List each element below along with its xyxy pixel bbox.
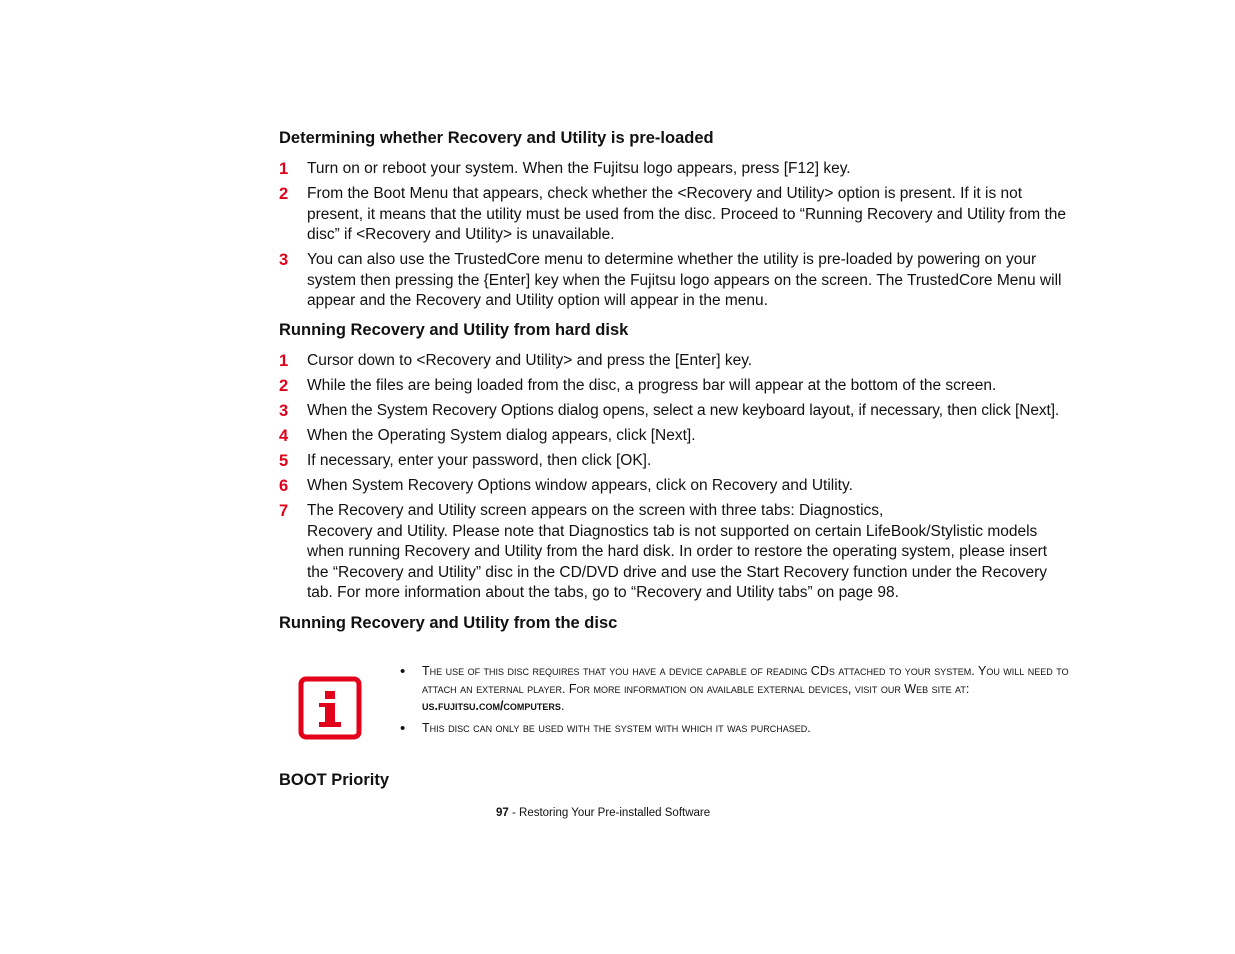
step-text: When System Recovery Options window appears, click on Recovery and Utility.: [307, 477, 853, 494]
section-heading-boot-priority: BOOT Priority: [279, 771, 390, 789]
step-text: When the System Recovery Options dialog opens, select a new keyboard layout, if necessary, then click [Next].: [307, 402, 1060, 419]
page-number: 97: [496, 807, 509, 819]
note-item: [400, 720, 1070, 738]
list-item: [279, 184, 1069, 246]
footer-title: - Restoring Your Pre-installed Software: [508, 807, 711, 819]
step-number: 2: [279, 377, 289, 395]
note-text: This disc can only be used with the system with which it was purchased.: [422, 720, 811, 735]
website-link[interactable]: us.fujitsu.com/computers: [422, 699, 561, 713]
step-text: Cursor down to <Recovery and Utility> and press the [Enter] key.: [307, 352, 753, 369]
step-number: 1: [279, 160, 289, 178]
step-text: From the Boot Menu that appears, check whether the <Recovery and Utility> option is present. If it is not present, it means that the utility must be used from the disc. Proceed to “Running Recovery and Utility from the disc” if <Recovery and Utility> is unavailable.: [307, 185, 1066, 243]
step-text: You can also use the TrustedCore menu to determine whether the utility is pre-loaded by powering on your system then pressing the {Enter] key when the Fujitsu logo appears on the screen. The TrustedCore Menu will appear and the Recovery and Utility option will appear in the menu.: [307, 251, 1062, 309]
list-item: [279, 401, 1079, 422]
step-text: Turn on or reboot your system. When the Fujitsu logo appears, press [F12] key.: [307, 160, 851, 177]
step-text: If necessary, enter your password, then click [OK].: [307, 452, 652, 469]
step-number: 1: [279, 352, 289, 370]
step-number: 5: [279, 452, 289, 470]
info-icon: [298, 676, 362, 740]
list-item: [279, 376, 1069, 397]
step-number: 2: [279, 185, 289, 203]
list-item: [279, 476, 1069, 497]
section-heading-disc: Running Recovery and Utility from the disc: [279, 614, 618, 632]
list-item: [279, 451, 1069, 472]
list-item: [279, 351, 1069, 372]
step-text-line1: The Recovery and Utility screen appears on the screen with three tabs: Diagnostics,: [307, 502, 884, 519]
step-number: 4: [279, 427, 289, 445]
page-footer: [496, 806, 710, 821]
note-list: [400, 663, 1070, 741]
list-item: [279, 159, 1069, 180]
step-number: 6: [279, 477, 289, 495]
list-item: [279, 501, 1069, 604]
step-text: While the files are being loaded from the disc, a progress bar will appear at the bottom of the screen.: [307, 377, 997, 394]
section-heading-hard-disk: Running Recovery and Utility from hard disk: [279, 321, 629, 339]
step-number: 3: [279, 402, 289, 420]
step-text-rest: Recovery and Utility. Please note that Diagnostics tab is not supported on certain LifeBook/Stylistic models when running Recovery and Utility from the hard disk. In order to restore the operating system, please insert the “Recovery and Utility” disc in the CD/DVD drive and use the Start Recovery function under the Recovery tab. For more information about the tabs, go to “Recovery and Utility tabs” on page 98.: [307, 522, 1048, 601]
note-item: [400, 663, 1070, 716]
step-text: When the Operating System dialog appears, click [Next].: [307, 427, 696, 444]
note-end: .: [560, 699, 565, 713]
bullet: •: [400, 663, 406, 680]
note-text: The use of this disc requires that you have a device capable of reading CDs attached to your system. You will need to attach an external player. For more information on available external devices, visit our Web site at:: [422, 664, 1069, 696]
list-item: [279, 250, 1069, 312]
step-number: 7: [279, 502, 289, 520]
section-heading-preloaded: Determining whether Recovery and Utility is pre-loaded: [279, 129, 714, 147]
list-item: [279, 426, 1069, 447]
bullet: •: [400, 719, 406, 737]
step-number: 3: [279, 251, 289, 269]
